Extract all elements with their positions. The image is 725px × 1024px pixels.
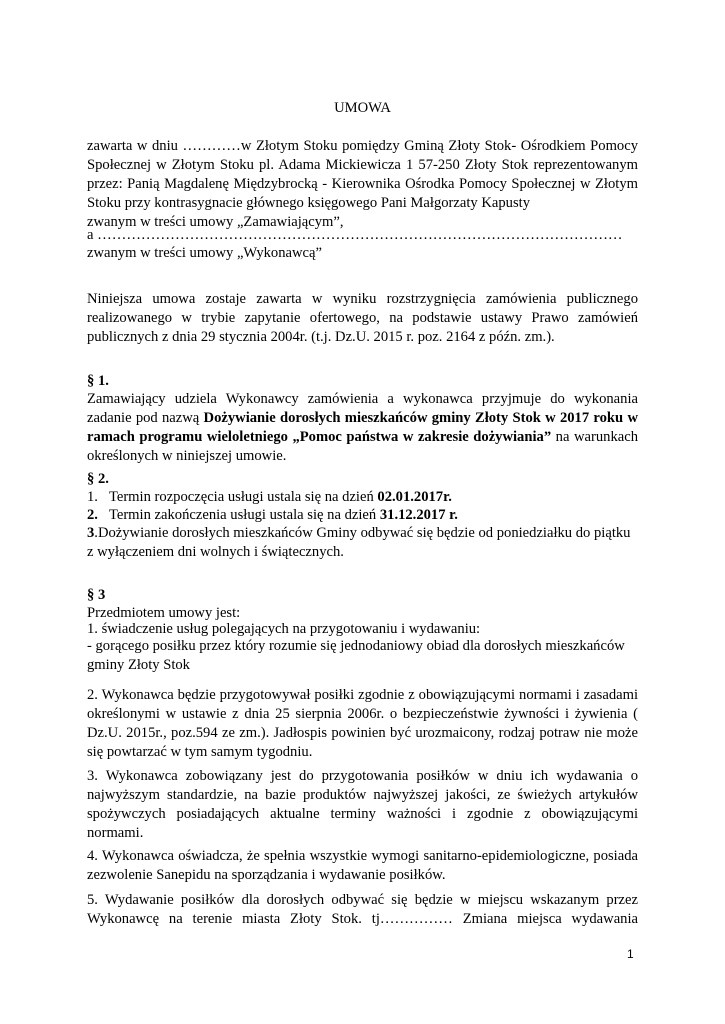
start-date: 02.01.2017r. (377, 489, 452, 505)
section-3-item-1: 1. świadczenie usług polegających na przygotowaniu i wydawaniu: (87, 621, 481, 637)
end-date: 31.12.2017 r. (379, 507, 458, 523)
document-title: UMOWA (334, 100, 391, 116)
section-3-paragraph-4: 4. Wykonawca oświadcza, że spełnia wszystkie wymogi sanitarno-epidemiologiczne, posiada zezwolenie Sanepidu na sporządzania i wydawanie posiłków. (87, 848, 638, 883)
section-3-item-1-detail: - gorącego posiłku przez który rozumie się jednodaniowy obiad dla dorosłych mieszkańców gminy Złoty Stok (87, 638, 625, 673)
section-2-item-1: 1. Termin rozpoczęcia usługi ustala się na dzień 02.01.2017r. (87, 489, 452, 505)
section-3-paragraph-3: 3. Wykonawca zobowiązany jest do przygotowania posiłków w dniu ich wydawania o najwyższym standardzie, na bazie produktów najwyższej jakości, ze świeżych artykułów spożywczych posiadających aktualne terminy ważności i zgodnie z obowiązującymi normami. (87, 768, 638, 841)
section-2-item-2: 2. Termin zakończenia usługi ustala się na dzień 31.12.2017 r. (87, 507, 458, 523)
section-3-paragraph-2: 2. Wykonawca będzie przygotowywał posiłki zgodnie z obowiązującymi normami i zasadami określonymi w ustawie z dnia 25 sierpnia 2006r. o bezpieczeństwie żywności i żywienia ( Dz.U. 2015r., poz.594 ze zm.). Jadłospis powinien być urozmaicony, rodzaj potraw nie może się powtarzać w tym samym tygodniu. (87, 687, 638, 760)
task-name: Dożywianie dorosłych mieszkańców gminy Złoty Stok w 2017 roku w ramach programu wieloletniego „Pomoc państwa w zakresie dożywiania” (87, 410, 638, 445)
page-number: 1 (627, 947, 634, 961)
section-2-item-3: 3.Dożywianie dorosłych mieszkańców Gminy odbywać się będzie od poniedziałku do piątku z wyłączeniem dni wolnych i świątecznych. (87, 525, 631, 560)
preamble-ordering-party: zwanym w treści umowy „Zamawiającym”, (87, 214, 344, 230)
section-3-paragraph-5: 5. Wydawanie posiłków dla dorosłych odbywać się będzie w miejscu wskazanym przez Wykonawcę na terenie miasta Złoty Stok. tj…………… Zmiana miejsca wydawania (87, 892, 638, 927)
section-3-heading: § 3 (87, 587, 106, 603)
section-1-body: Zamawiający udziela Wykonawcy zamówienia a wykonawca przyjmuje do wykonania zadanie pod nazwą Dożywianie dorosłych mieszkańców gminy Złoty Stok w 2017 roku w ramach programu wieloletniego „Pomoc państwa w zakresie dożywiania” na warunkach określonych w niniejszej umowie. (87, 391, 638, 464)
preamble-parties: zawarta w dniu …………w Złotym Stoku pomiędzy Gminą Złoty Stok- Ośrodkiem Pomocy Społecznej w Złotym Stoku pl. Adama Mickiewicza 1 57-250 Złoty Stok reprezentowanym przez: Panią Magdalenę Międzybrocką - Kierownika Ośrodka Pomocy Społecznej w Złotym Stoku przy kontrasygnacie głównego księgowego Pani Małgorzaty Kapusty (87, 138, 638, 211)
preamble-contractor: zwanym w treści umowy „Wykonawcą” (87, 245, 322, 261)
section-1-heading: § 1. (87, 373, 109, 389)
section-2-heading: § 2. (87, 471, 109, 487)
intro-paragraph: Niniejsza umowa zostaje zawarta w wyniku rozstrzygnięcia zamówienia publicznego realizowanego w trybie zapytanie ofertowego, na podstawie ustawy Prawo zamówień publicznych z dnia 29 stycznia 2004r. (t.j. Dz.U. 2015 r. poz. 2164 z późn. zm.). (87, 291, 638, 345)
section-3-subject: Przedmiotem umowy jest: (87, 605, 241, 621)
preamble-contractor-blank: a ……………………………………………………………………………………………… (87, 227, 623, 243)
